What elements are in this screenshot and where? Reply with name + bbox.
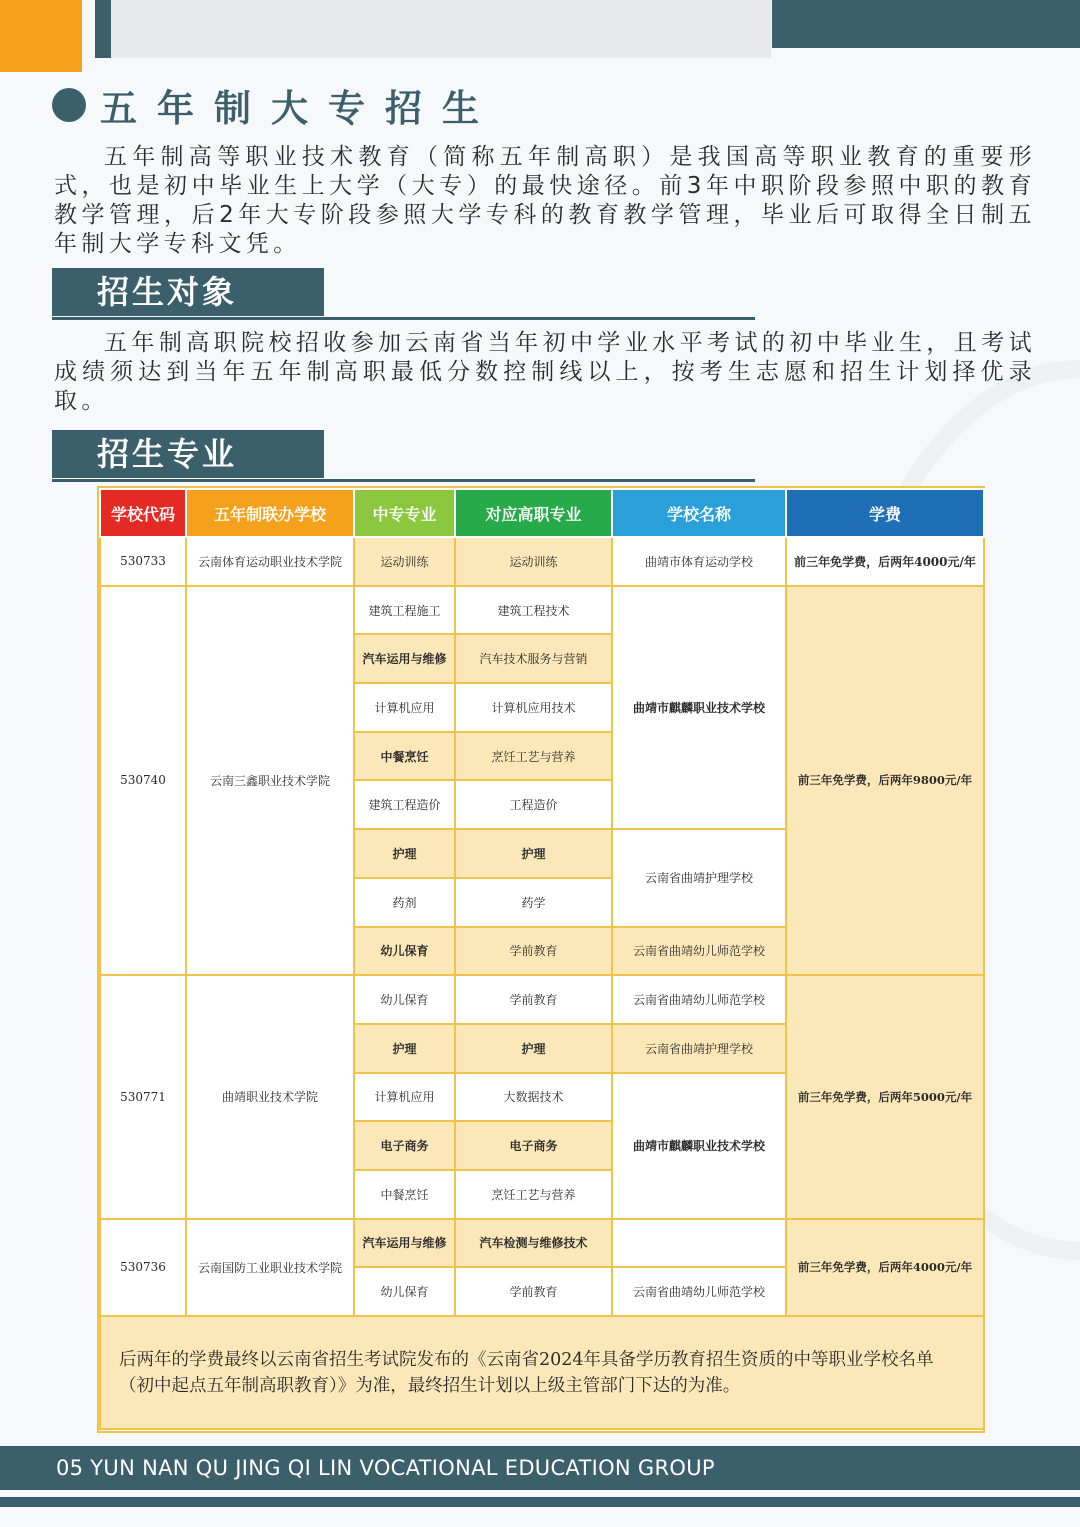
bullet-dot-icon (52, 88, 86, 122)
tuition-cell: 前三年免学费，后两年5000元/年 (786, 975, 984, 1218)
majors-table (99, 488, 985, 1430)
school-name-cell: 云南省曲靖幼儿师范学校 (612, 1267, 786, 1316)
decor-teal-bar (95, 0, 111, 58)
secondary-major-cell: 建筑工程造价 (354, 780, 455, 829)
secondary-major-cell: 药剂 (354, 878, 455, 927)
section-heading-majors-label: 招生专业 (52, 430, 324, 478)
secondary-major-cell: 幼儿保育 (354, 1267, 455, 1316)
target-paragraph: 五年制高职院校招收参加云南省当年初中学业水平考试的初中毕业生，且考试成绩须达到当年五年制高职最低分数控制线以上，按考生志愿和招生计划择优录取。 (54, 330, 1036, 414)
intro-paragraph: 五年制高等职业技术教育（简称五年制高职）是我国高等职业教育的重要形式，也是初中毕业生上大学（大专）的最快途径。前3年中职阶段参照中职的教育教学管理，后2年大专阶段参照大学专科的教育教学管理，毕业后可取得全日制五年制大学专科文凭。 (54, 144, 1036, 257)
page-title (52, 82, 499, 128)
secondary-major-cell: 运动训练 (354, 537, 455, 586)
decor-orange-block (0, 0, 82, 72)
secondary-major-cell: 幼儿保育 (354, 927, 455, 976)
hv-major-cell: 学前教育 (455, 927, 612, 976)
hv-major-cell: 建筑工程技术 (455, 586, 612, 635)
school-code-cell: 530771 (100, 975, 186, 1218)
footer-text: 05 YUN NAN QU JING QI LIN VOCATIONAL EDUCATION GROUP (56, 1456, 715, 1480)
table-note-row (100, 1316, 984, 1429)
hv-major-cell: 工程造价 (455, 780, 612, 829)
school-name-cell: 云南省曲靖幼儿师范学校 (612, 927, 786, 976)
hv-major-cell: 计算机应用技术 (455, 683, 612, 732)
secondary-major-cell: 护理 (354, 829, 455, 878)
tuition-cell: 前三年免学费，后两年4000元/年 (786, 1219, 984, 1316)
header-school-name: 学校名称 (612, 489, 786, 537)
secondary-major-cell: 中餐烹饪 (354, 732, 455, 781)
tuition-cell: 前三年免学费，后两年4000元/年 (786, 537, 984, 586)
header-school-code: 学校代码 (100, 489, 186, 537)
school-name-cell: 云南省曲靖护理学校 (612, 829, 786, 926)
secondary-major-cell: 中餐烹饪 (354, 1170, 455, 1219)
header-joint-college: 五年制联办学校 (186, 489, 354, 537)
school-name-cell: 曲靖市麒麟职业技术学校 (612, 1073, 786, 1219)
school-code-cell: 530740 (100, 586, 186, 976)
college-cell: 云南体育运动职业技术学院 (186, 537, 354, 586)
secondary-major-cell: 电子商务 (354, 1121, 455, 1170)
school-name-cell: 云南省曲靖幼儿师范学校 (612, 975, 786, 1024)
secondary-major-cell: 护理 (354, 1024, 455, 1073)
school-name-cell: 云南省曲靖护理学校 (612, 1024, 786, 1073)
secondary-major-cell: 建筑工程施工 (354, 586, 455, 635)
header-secondary-major: 中专专业 (354, 489, 455, 537)
hv-major-cell: 大数据技术 (455, 1073, 612, 1122)
college-cell: 云南三鑫职业技术学院 (186, 586, 354, 976)
secondary-major-cell: 幼儿保育 (354, 975, 455, 1024)
secondary-major-cell: 汽车运用与维修 (354, 1219, 455, 1268)
section-underline (52, 317, 755, 320)
table-row (100, 1219, 984, 1268)
section-heading-target (52, 268, 755, 320)
header-tuition: 学费 (786, 489, 984, 537)
secondary-major-cell: 计算机应用 (354, 683, 455, 732)
college-cell: 云南国防工业职业技术学院 (186, 1219, 354, 1316)
section-heading-majors (52, 430, 755, 482)
header-higher-vocational-major: 对应高职专业 (455, 489, 612, 537)
decor-gray-bar (111, 0, 771, 58)
page-title-text: 五年制大专招生 (100, 87, 499, 130)
table-header-row (100, 489, 984, 537)
college-cell: 曲靖职业技术学院 (186, 975, 354, 1218)
section-underline (52, 479, 755, 482)
school-name-cell: 曲靖市体育运动学校 (612, 537, 786, 586)
hv-major-cell: 烹饪工艺与营养 (455, 1170, 612, 1219)
school-name-cell (612, 1219, 786, 1268)
footer-bar (0, 1446, 1080, 1490)
secondary-major-cell: 计算机应用 (354, 1073, 455, 1122)
footer-line (0, 1497, 1080, 1507)
hv-major-cell: 护理 (455, 1024, 612, 1073)
hv-major-cell: 学前教育 (455, 975, 612, 1024)
hv-major-cell: 电子商务 (455, 1121, 612, 1170)
hv-major-cell: 护理 (455, 829, 612, 878)
majors-table-container (97, 486, 985, 1433)
hv-major-cell: 汽车检测与维修技术 (455, 1219, 612, 1268)
table-row (100, 586, 984, 635)
table-row (100, 975, 984, 1024)
hv-major-cell: 学前教育 (455, 1267, 612, 1316)
decor-teal-block (772, 0, 1080, 48)
school-code-cell: 530736 (100, 1219, 186, 1316)
tuition-cell: 前三年免学费，后两年9800元/年 (786, 586, 984, 976)
school-name-cell: 曲靖市麒麟职业技术学校 (612, 586, 786, 829)
table-row (100, 537, 984, 586)
hv-major-cell: 药学 (455, 878, 612, 927)
hv-major-cell: 运动训练 (455, 537, 612, 586)
secondary-major-cell: 汽车运用与维修 (354, 634, 455, 683)
table-note: 后两年的学费最终以云南省招生考试院发布的《云南省2024年具备学历教育招生资质的中等职业学校名单（初中起点五年制高职教育）》为准，最终招生计划以上级主管部门下达的为准。 (100, 1316, 984, 1429)
hv-major-cell: 汽车技术服务与营销 (455, 634, 612, 683)
school-code-cell: 530733 (100, 537, 186, 586)
section-heading-target-label: 招生对象 (52, 268, 324, 316)
hv-major-cell: 烹饪工艺与营养 (455, 732, 612, 781)
